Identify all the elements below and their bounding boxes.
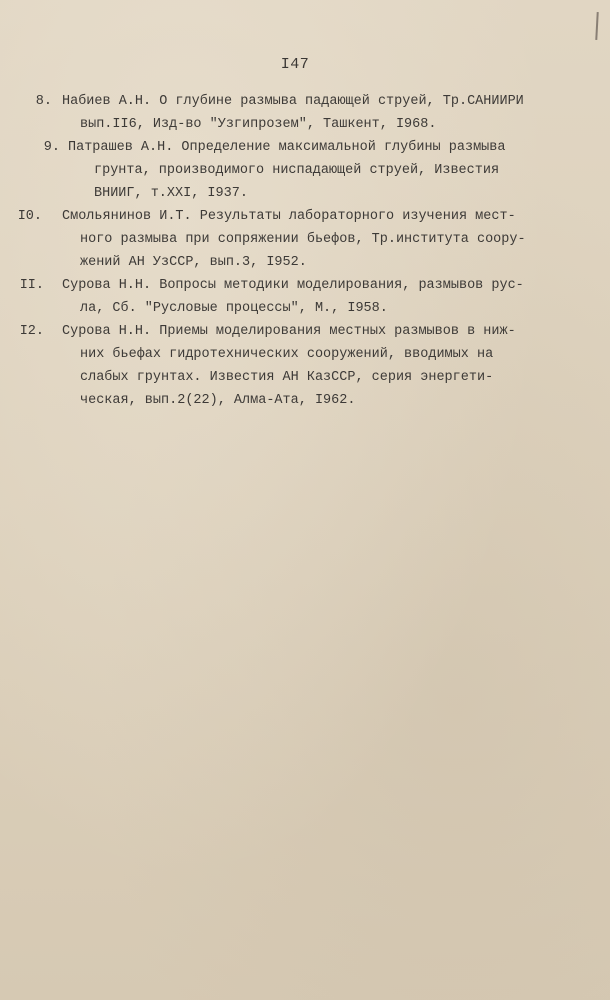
- reference-line: ного размыва при сопряжении бьефов, Тр.института соору-: [80, 232, 526, 247]
- page-number: I47: [280, 56, 310, 73]
- reference-line: Сурова Н.Н. Вопросы методики моделирования, размывов рус-: [62, 278, 524, 293]
- reference-line: Смольянинов И.Т. Результаты лабораторного изучения мест-: [62, 209, 516, 224]
- reference-item: [0, 90, 610, 136]
- reference-item: [0, 136, 610, 205]
- reference-line: Патрашев А.Н. Определение максимальной глубины размыва: [68, 140, 506, 155]
- reference-line: жений АН УзССР, вып.3, I952.: [80, 255, 307, 270]
- reference-number: 9.: [43, 140, 60, 155]
- reference-item: [0, 205, 610, 274]
- reference-line: Набиев А.Н. О глубине размыва падающей струей, Тр.САНИИРИ: [62, 94, 524, 109]
- reference-line: слабых грунтах. Известия АН КазССР, серия энергети-: [80, 370, 494, 385]
- reference-item: [0, 320, 610, 412]
- reference-list: [0, 90, 610, 412]
- reference-line: грунта, производимого ниспадающей струей, Известия: [94, 163, 500, 178]
- page-edge-mark: [595, 12, 598, 40]
- reference-number: II.: [19, 278, 44, 293]
- reference-line: ВНИИГ, т.XXI, I937.: [94, 186, 248, 201]
- reference-number: I0.: [17, 209, 42, 224]
- reference-line: ческая, вып.2(22), Алма-Ата, I962.: [80, 393, 356, 408]
- reference-line: вып.II6, Изд-во "Узгипрозем", Ташкент, I968.: [80, 117, 437, 132]
- reference-line: Сурова Н.Н. Приемы моделирования местных размывов в ниж-: [62, 324, 516, 339]
- reference-item: [0, 274, 610, 320]
- reference-number: 8.: [35, 94, 52, 109]
- reference-line: них бьефах гидротехнических сооружений, вводимых на: [80, 347, 494, 362]
- reference-line: ла, Сб. "Русловые процессы", М., I958.: [80, 301, 388, 316]
- reference-number: I2.: [19, 324, 44, 339]
